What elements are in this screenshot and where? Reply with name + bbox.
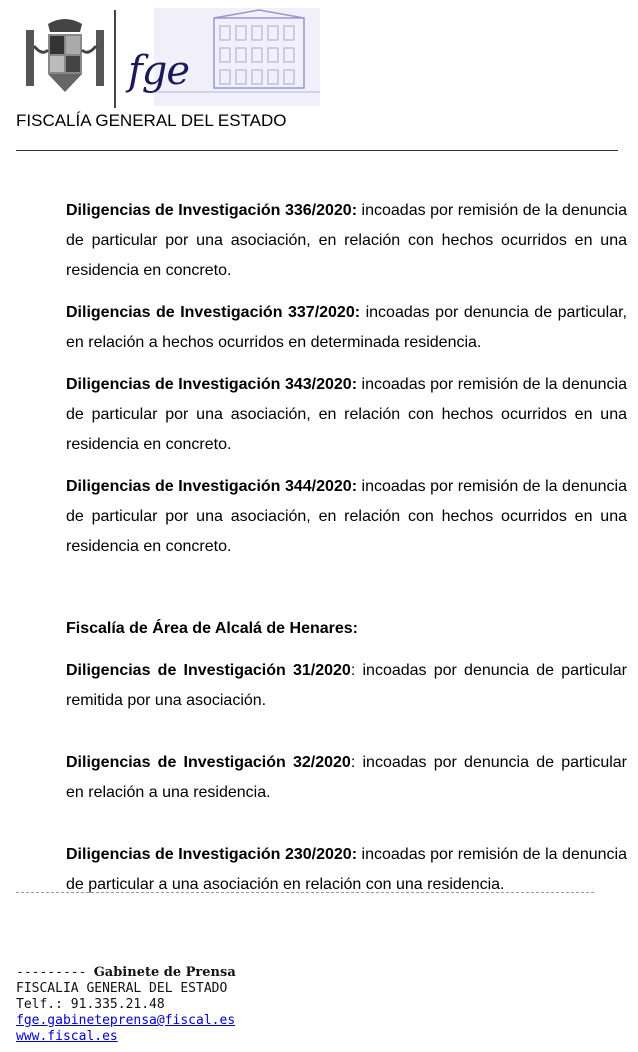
letterhead bbox=[0, 0, 638, 150]
email-link[interactable]: fge.gabineteprensa@fiscal.es bbox=[16, 1013, 236, 1028]
entry-paragraph bbox=[66, 840, 627, 900]
press-office-label: Gabinete de Prensa bbox=[93, 965, 236, 980]
entry-text: incoadas por remisión de la denuncia de particular por una asociación, en relación con hechos ocurridos en una residencia en concreto. bbox=[66, 478, 627, 555]
entry-reference: Diligencias de Investigación 230/2020: bbox=[66, 846, 358, 863]
footer-dashes: --------- bbox=[16, 965, 87, 980]
entry-text: incoadas por denuncia de particular, en relación a hechos ocurridos en determinada residencia. bbox=[66, 304, 627, 351]
entry-paragraph bbox=[66, 656, 627, 716]
website-link[interactable]: www.fiscal.es bbox=[16, 1029, 118, 1044]
press-footer bbox=[16, 964, 236, 1045]
entry-text: incoadas por remisión de la denuncia de particular por una asociación, en relación con hechos ocurridos en una residencia en concreto. bbox=[66, 202, 627, 279]
coat-of-arms-icon bbox=[22, 16, 108, 96]
entry-paragraph bbox=[66, 298, 627, 358]
entry-paragraph bbox=[66, 748, 627, 808]
entry-paragraph bbox=[66, 472, 627, 562]
spacer bbox=[66, 820, 627, 840]
entry-reference: Diligencias de Investigación 337/2020: bbox=[66, 304, 361, 321]
entry-text: : incoadas por denuncia de particular remitida por una asociación. bbox=[66, 662, 628, 709]
document-body bbox=[66, 196, 627, 912]
entry-text: incoadas por remisión de la denuncia de particular por una asociación, en relación con hechos ocurridos en una residencia en concreto. bbox=[66, 376, 627, 453]
footer-org: FISCALIA GENERAL DEL ESTADO bbox=[16, 981, 228, 996]
entry-reference: Diligencias de Investigación 336/2020: bbox=[66, 202, 358, 219]
section-heading: Fiscalía de Área de Alcalá de Henares: bbox=[66, 620, 358, 637]
entry-paragraph bbox=[66, 196, 627, 286]
entry-reference: Diligencias de Investigación 343/2020: bbox=[66, 376, 358, 393]
org-title: FISCALÍA GENERAL DEL ESTADO bbox=[16, 111, 287, 130]
press-line bbox=[16, 964, 236, 981]
entry-reference: Diligencias de Investigación 31/2020 bbox=[66, 662, 351, 679]
spacer bbox=[66, 574, 627, 614]
fge-logo: fge bbox=[128, 48, 190, 94]
footer-divider bbox=[16, 892, 594, 893]
entry-paragraph bbox=[66, 370, 627, 460]
spacer bbox=[66, 728, 627, 748]
header-divider bbox=[114, 10, 116, 108]
footer-phone: Telf.: 91.335.21.48 bbox=[16, 997, 165, 1012]
header-rule bbox=[16, 150, 618, 151]
entry-text: : incoadas por denuncia de particular en relación a una residencia. bbox=[66, 754, 628, 801]
entry-text: incoadas por remisión de la denuncia de particular a una asociación en relación con una residencia. bbox=[66, 846, 627, 893]
entry-reference: Diligencias de Investigación 32/2020 bbox=[66, 754, 351, 771]
entry-reference: Diligencias de Investigación 344/2020: bbox=[66, 478, 358, 495]
